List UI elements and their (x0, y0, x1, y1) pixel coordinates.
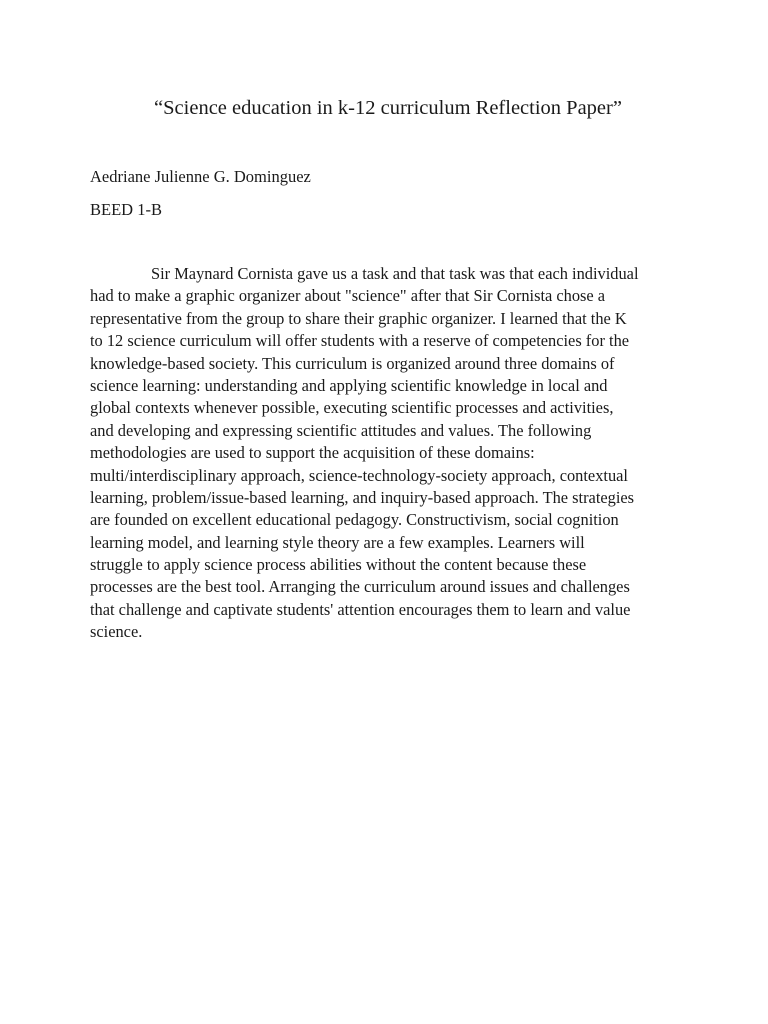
body-line: processes are the best tool. Arranging the curriculum around issues and challenges (90, 577, 630, 597)
body-line: knowledge-based society. This curriculum is organized around three domains of (90, 353, 615, 373)
body-line: Sir Maynard Cornista gave us a task and that task was that each individual (151, 264, 639, 283)
body-line: had to make a graphic organizer about "science" after that Sir Cornista chose a (90, 286, 606, 306)
body-line: learning, problem/issue-based learning, and inquiry-based approach. The strategies (90, 487, 635, 507)
body-line: science. (90, 622, 143, 642)
body-line: that challenge and captivate students' attention encourages them to learn and value (90, 599, 631, 619)
body-line: multi/interdisciplinary approach, science-technology-society approach, contextual (90, 465, 628, 485)
body-line: learning model, and learning style theory are a few examples. Learners will (90, 532, 585, 552)
body-line: and developing and expressing scientific attitudes and values. The following (90, 420, 592, 440)
body-paragraph (90, 263, 690, 644)
body-line: struggle to apply science process abilities without the content because these (90, 555, 587, 575)
body-line: to 12 science curriculum will offer students with a reserve of competencies for the (90, 331, 630, 351)
document-title: “Science education in k-12 curriculum Reflection Paper” (154, 97, 622, 119)
class-section: BEED 1-B (90, 200, 162, 219)
body-line: global contexts whenever possible, executing scientific processes and activities, (90, 398, 614, 418)
body-line: representative from the group to share their graphic organizer. I learned that the K (90, 308, 627, 328)
body-line: are founded on excellent educational pedagogy. Constructivism, social cognition (90, 510, 619, 530)
body-line: science learning: understanding and applying scientific knowledge in local and (90, 375, 608, 395)
body-line: methodologies are used to support the acquisition of these domains: (90, 443, 535, 463)
author-name: Aedriane Julienne G. Dominguez (90, 167, 311, 186)
